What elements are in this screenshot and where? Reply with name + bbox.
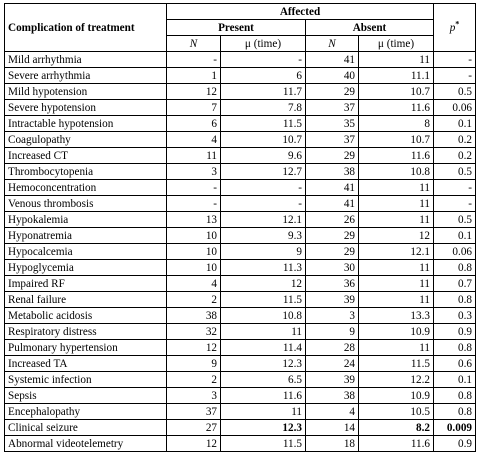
- cell-present-mu: 10.8: [221, 308, 306, 324]
- cell-absent-mu: 10.7: [359, 84, 434, 100]
- cell-complication: Encephalopathy: [5, 404, 167, 420]
- header-p-sup: *: [455, 18, 460, 28]
- cell-complication: Mild arrhythmia: [5, 52, 167, 68]
- cell-absent-n: 29: [306, 148, 359, 164]
- cell-absent-n: 29: [306, 228, 359, 244]
- cell-present-mu: 11.3: [221, 260, 306, 276]
- cell-present-mu: 11.4: [221, 340, 306, 356]
- header-p: [434, 4, 476, 52]
- cell-present-mu: -: [221, 180, 306, 196]
- cell-present-mu: 7.8: [221, 100, 306, 116]
- cell-absent-mu: 8: [359, 116, 434, 132]
- cell-absent-mu: 11: [359, 180, 434, 196]
- cell-complication: Renal failure: [5, 292, 167, 308]
- cell-present-n: 38: [167, 308, 221, 324]
- cell-present-mu: 6: [221, 68, 306, 84]
- cell-absent-n: 37: [306, 132, 359, 148]
- cell-absent-n: 41: [306, 180, 359, 196]
- complications-table: [4, 3, 476, 452]
- table-row: [5, 404, 476, 420]
- cell-present-n: 32: [167, 324, 221, 340]
- cell-present-mu: 9: [221, 244, 306, 260]
- cell-complication: Systemic infection: [5, 372, 167, 388]
- table-row: [5, 260, 476, 276]
- cell-absent-mu: 11: [359, 196, 434, 212]
- table-row: [5, 132, 476, 148]
- cell-absent-n: 4: [306, 404, 359, 420]
- cell-absent-n: 39: [306, 292, 359, 308]
- cell-absent-n: 40: [306, 68, 359, 84]
- header-absent-n: N: [306, 36, 359, 52]
- cell-absent-n: 29: [306, 244, 359, 260]
- cell-absent-n: 41: [306, 196, 359, 212]
- cell-absent-n: 9: [306, 324, 359, 340]
- table-row: [5, 388, 476, 404]
- cell-present-n: 9: [167, 356, 221, 372]
- cell-absent-mu: 11.5: [359, 356, 434, 372]
- cell-present-mu: 10.7: [221, 132, 306, 148]
- cell-present-mu: -: [221, 196, 306, 212]
- table-row: [5, 164, 476, 180]
- cell-complication: Severe arrhythmia: [5, 68, 167, 84]
- cell-present-mu: 12.3: [221, 420, 306, 436]
- cell-p: 0.1: [434, 116, 476, 132]
- cell-absent-mu: 11.1: [359, 68, 434, 84]
- cell-present-n: 12: [167, 436, 221, 452]
- cell-p: 0.8: [434, 340, 476, 356]
- cell-present-n: 7: [167, 100, 221, 116]
- cell-p: 0.5: [434, 164, 476, 180]
- cell-p: 0.009: [434, 420, 476, 436]
- cell-present-mu: 11.5: [221, 436, 306, 452]
- table-row: [5, 180, 476, 196]
- cell-absent-n: 30: [306, 260, 359, 276]
- cell-complication: Hemoconcentration: [5, 180, 167, 196]
- cell-absent-n: 35: [306, 116, 359, 132]
- cell-complication: Hypokalemia: [5, 212, 167, 228]
- header-absent: Absent: [306, 20, 434, 36]
- cell-present-n: 11: [167, 148, 221, 164]
- cell-present-n: 12: [167, 340, 221, 356]
- cell-absent-n: 28: [306, 340, 359, 356]
- cell-present-n: 3: [167, 388, 221, 404]
- cell-absent-n: 38: [306, 388, 359, 404]
- cell-present-mu: 12: [221, 276, 306, 292]
- cell-present-mu: 12.7: [221, 164, 306, 180]
- cell-absent-n: 14: [306, 420, 359, 436]
- cell-present-mu: 11.5: [221, 292, 306, 308]
- cell-absent-n: 36: [306, 276, 359, 292]
- table-row: [5, 148, 476, 164]
- header-p-label: p: [449, 21, 456, 34]
- cell-absent-mu: 11: [359, 212, 434, 228]
- cell-complication: Hyponatremia: [5, 228, 167, 244]
- table-row: [5, 116, 476, 132]
- table-row: [5, 372, 476, 388]
- cell-absent-mu: 11: [359, 260, 434, 276]
- cell-present-n: 2: [167, 292, 221, 308]
- cell-p: 0.5: [434, 84, 476, 100]
- cell-complication: Pulmonary hypertension: [5, 340, 167, 356]
- cell-complication: Abnormal videotelemetry: [5, 436, 167, 452]
- table-row: [5, 196, 476, 212]
- cell-complication: Metabolic acidosis: [5, 308, 167, 324]
- cell-present-n: 12: [167, 84, 221, 100]
- cell-absent-mu: 10.8: [359, 164, 434, 180]
- cell-present-n: 37: [167, 404, 221, 420]
- cell-complication: Clinical seizure: [5, 420, 167, 436]
- cell-present-n: -: [167, 52, 221, 68]
- cell-absent-mu: 12.1: [359, 244, 434, 260]
- cell-p: 0.7: [434, 276, 476, 292]
- cell-complication: Coagulopathy: [5, 132, 167, 148]
- cell-present-mu: 11.6: [221, 388, 306, 404]
- cell-absent-mu: 12.2: [359, 372, 434, 388]
- table-body: [5, 52, 476, 452]
- cell-present-n: 4: [167, 276, 221, 292]
- cell-present-mu: 11.5: [221, 116, 306, 132]
- cell-absent-mu: 11.6: [359, 436, 434, 452]
- table-row: [5, 276, 476, 292]
- table-row: [5, 84, 476, 100]
- cell-present-n: 2: [167, 372, 221, 388]
- cell-absent-n: 29: [306, 84, 359, 100]
- cell-absent-mu: 10.7: [359, 132, 434, 148]
- cell-absent-mu: 12: [359, 228, 434, 244]
- cell-present-n: 10: [167, 244, 221, 260]
- header-present-n: N: [167, 36, 221, 52]
- cell-p: -: [434, 68, 476, 84]
- cell-p: 0.8: [434, 260, 476, 276]
- cell-present-n: 13: [167, 212, 221, 228]
- header-complication: Complication of treatment: [5, 4, 167, 52]
- cell-present-mu: 6.5: [221, 372, 306, 388]
- cell-p: 0.8: [434, 388, 476, 404]
- cell-absent-mu: 13.3: [359, 308, 434, 324]
- cell-present-mu: 11.7: [221, 84, 306, 100]
- cell-p: 0.3: [434, 308, 476, 324]
- cell-present-mu: 12.1: [221, 212, 306, 228]
- cell-absent-n: 37: [306, 100, 359, 116]
- cell-absent-mu: 10.9: [359, 388, 434, 404]
- cell-p: 0.6: [434, 356, 476, 372]
- cell-present-n: 27: [167, 420, 221, 436]
- cell-absent-n: 41: [306, 52, 359, 68]
- cell-p: 0.8: [434, 292, 476, 308]
- table-row: [5, 244, 476, 260]
- cell-present-mu: 11: [221, 324, 306, 340]
- cell-absent-mu: 11: [359, 52, 434, 68]
- header-affected: Affected: [167, 4, 434, 20]
- cell-present-mu: 11: [221, 404, 306, 420]
- cell-p: 0.9: [434, 436, 476, 452]
- cell-p: 0.9: [434, 324, 476, 340]
- cell-complication: Sepsis: [5, 388, 167, 404]
- cell-absent-mu: 11: [359, 292, 434, 308]
- table-row: [5, 436, 476, 452]
- cell-absent-n: 38: [306, 164, 359, 180]
- cell-complication: Respiratory distress: [5, 324, 167, 340]
- cell-present-n: -: [167, 180, 221, 196]
- cell-p: 0.1: [434, 228, 476, 244]
- cell-absent-mu: 11: [359, 340, 434, 356]
- cell-complication: Intractable hypotension: [5, 116, 167, 132]
- cell-present-n: 1: [167, 68, 221, 84]
- cell-absent-n: 18: [306, 436, 359, 452]
- table-row: [5, 52, 476, 68]
- cell-complication: Mild hypotension: [5, 84, 167, 100]
- cell-p: -: [434, 180, 476, 196]
- cell-complication: Hypoglycemia: [5, 260, 167, 276]
- cell-present-n: -: [167, 196, 221, 212]
- table-row: [5, 356, 476, 372]
- table-row: [5, 420, 476, 436]
- cell-absent-mu: 11.6: [359, 100, 434, 116]
- cell-present-mu: -: [221, 52, 306, 68]
- cell-complication: Increased CT: [5, 148, 167, 164]
- table-row: [5, 308, 476, 324]
- cell-present-n: 6: [167, 116, 221, 132]
- cell-present-mu: 9.6: [221, 148, 306, 164]
- cell-present-mu: 9.3: [221, 228, 306, 244]
- cell-complication: Impaired RF: [5, 276, 167, 292]
- cell-complication: Increased TA: [5, 356, 167, 372]
- table-row: [5, 228, 476, 244]
- header-present: Present: [167, 20, 306, 36]
- table-row: [5, 212, 476, 228]
- table-row: [5, 324, 476, 340]
- cell-absent-n: 3: [306, 308, 359, 324]
- cell-p: 0.1: [434, 372, 476, 388]
- cell-complication: Severe hypotension: [5, 100, 167, 116]
- cell-present-n: 10: [167, 228, 221, 244]
- cell-complication: Venous thrombosis: [5, 196, 167, 212]
- cell-complication: Thrombocytopenia: [5, 164, 167, 180]
- cell-p: 0.5: [434, 212, 476, 228]
- cell-p: -: [434, 196, 476, 212]
- table-row: [5, 100, 476, 116]
- cell-absent-mu: 10.5: [359, 404, 434, 420]
- cell-p: 0.2: [434, 132, 476, 148]
- cell-absent-mu: 8.2: [359, 420, 434, 436]
- cell-complication: Hypocalcemia: [5, 244, 167, 260]
- cell-p: -: [434, 52, 476, 68]
- cell-absent-mu: 11.6: [359, 148, 434, 164]
- cell-absent-n: 26: [306, 212, 359, 228]
- cell-absent-mu: 11: [359, 276, 434, 292]
- cell-present-n: 3: [167, 164, 221, 180]
- table-row: [5, 340, 476, 356]
- cell-p: 0.06: [434, 100, 476, 116]
- cell-p: 0.2: [434, 148, 476, 164]
- table-row: [5, 292, 476, 308]
- cell-p: 0.8: [434, 404, 476, 420]
- header-present-mu: μ (time): [221, 36, 306, 52]
- cell-present-n: 10: [167, 260, 221, 276]
- cell-absent-n: 24: [306, 356, 359, 372]
- cell-p: 0.06: [434, 244, 476, 260]
- table-row: [5, 68, 476, 84]
- cell-present-mu: 12.3: [221, 356, 306, 372]
- cell-absent-mu: 10.9: [359, 324, 434, 340]
- cell-present-n: 4: [167, 132, 221, 148]
- header-absent-mu: μ (time): [359, 36, 434, 52]
- cell-absent-n: 39: [306, 372, 359, 388]
